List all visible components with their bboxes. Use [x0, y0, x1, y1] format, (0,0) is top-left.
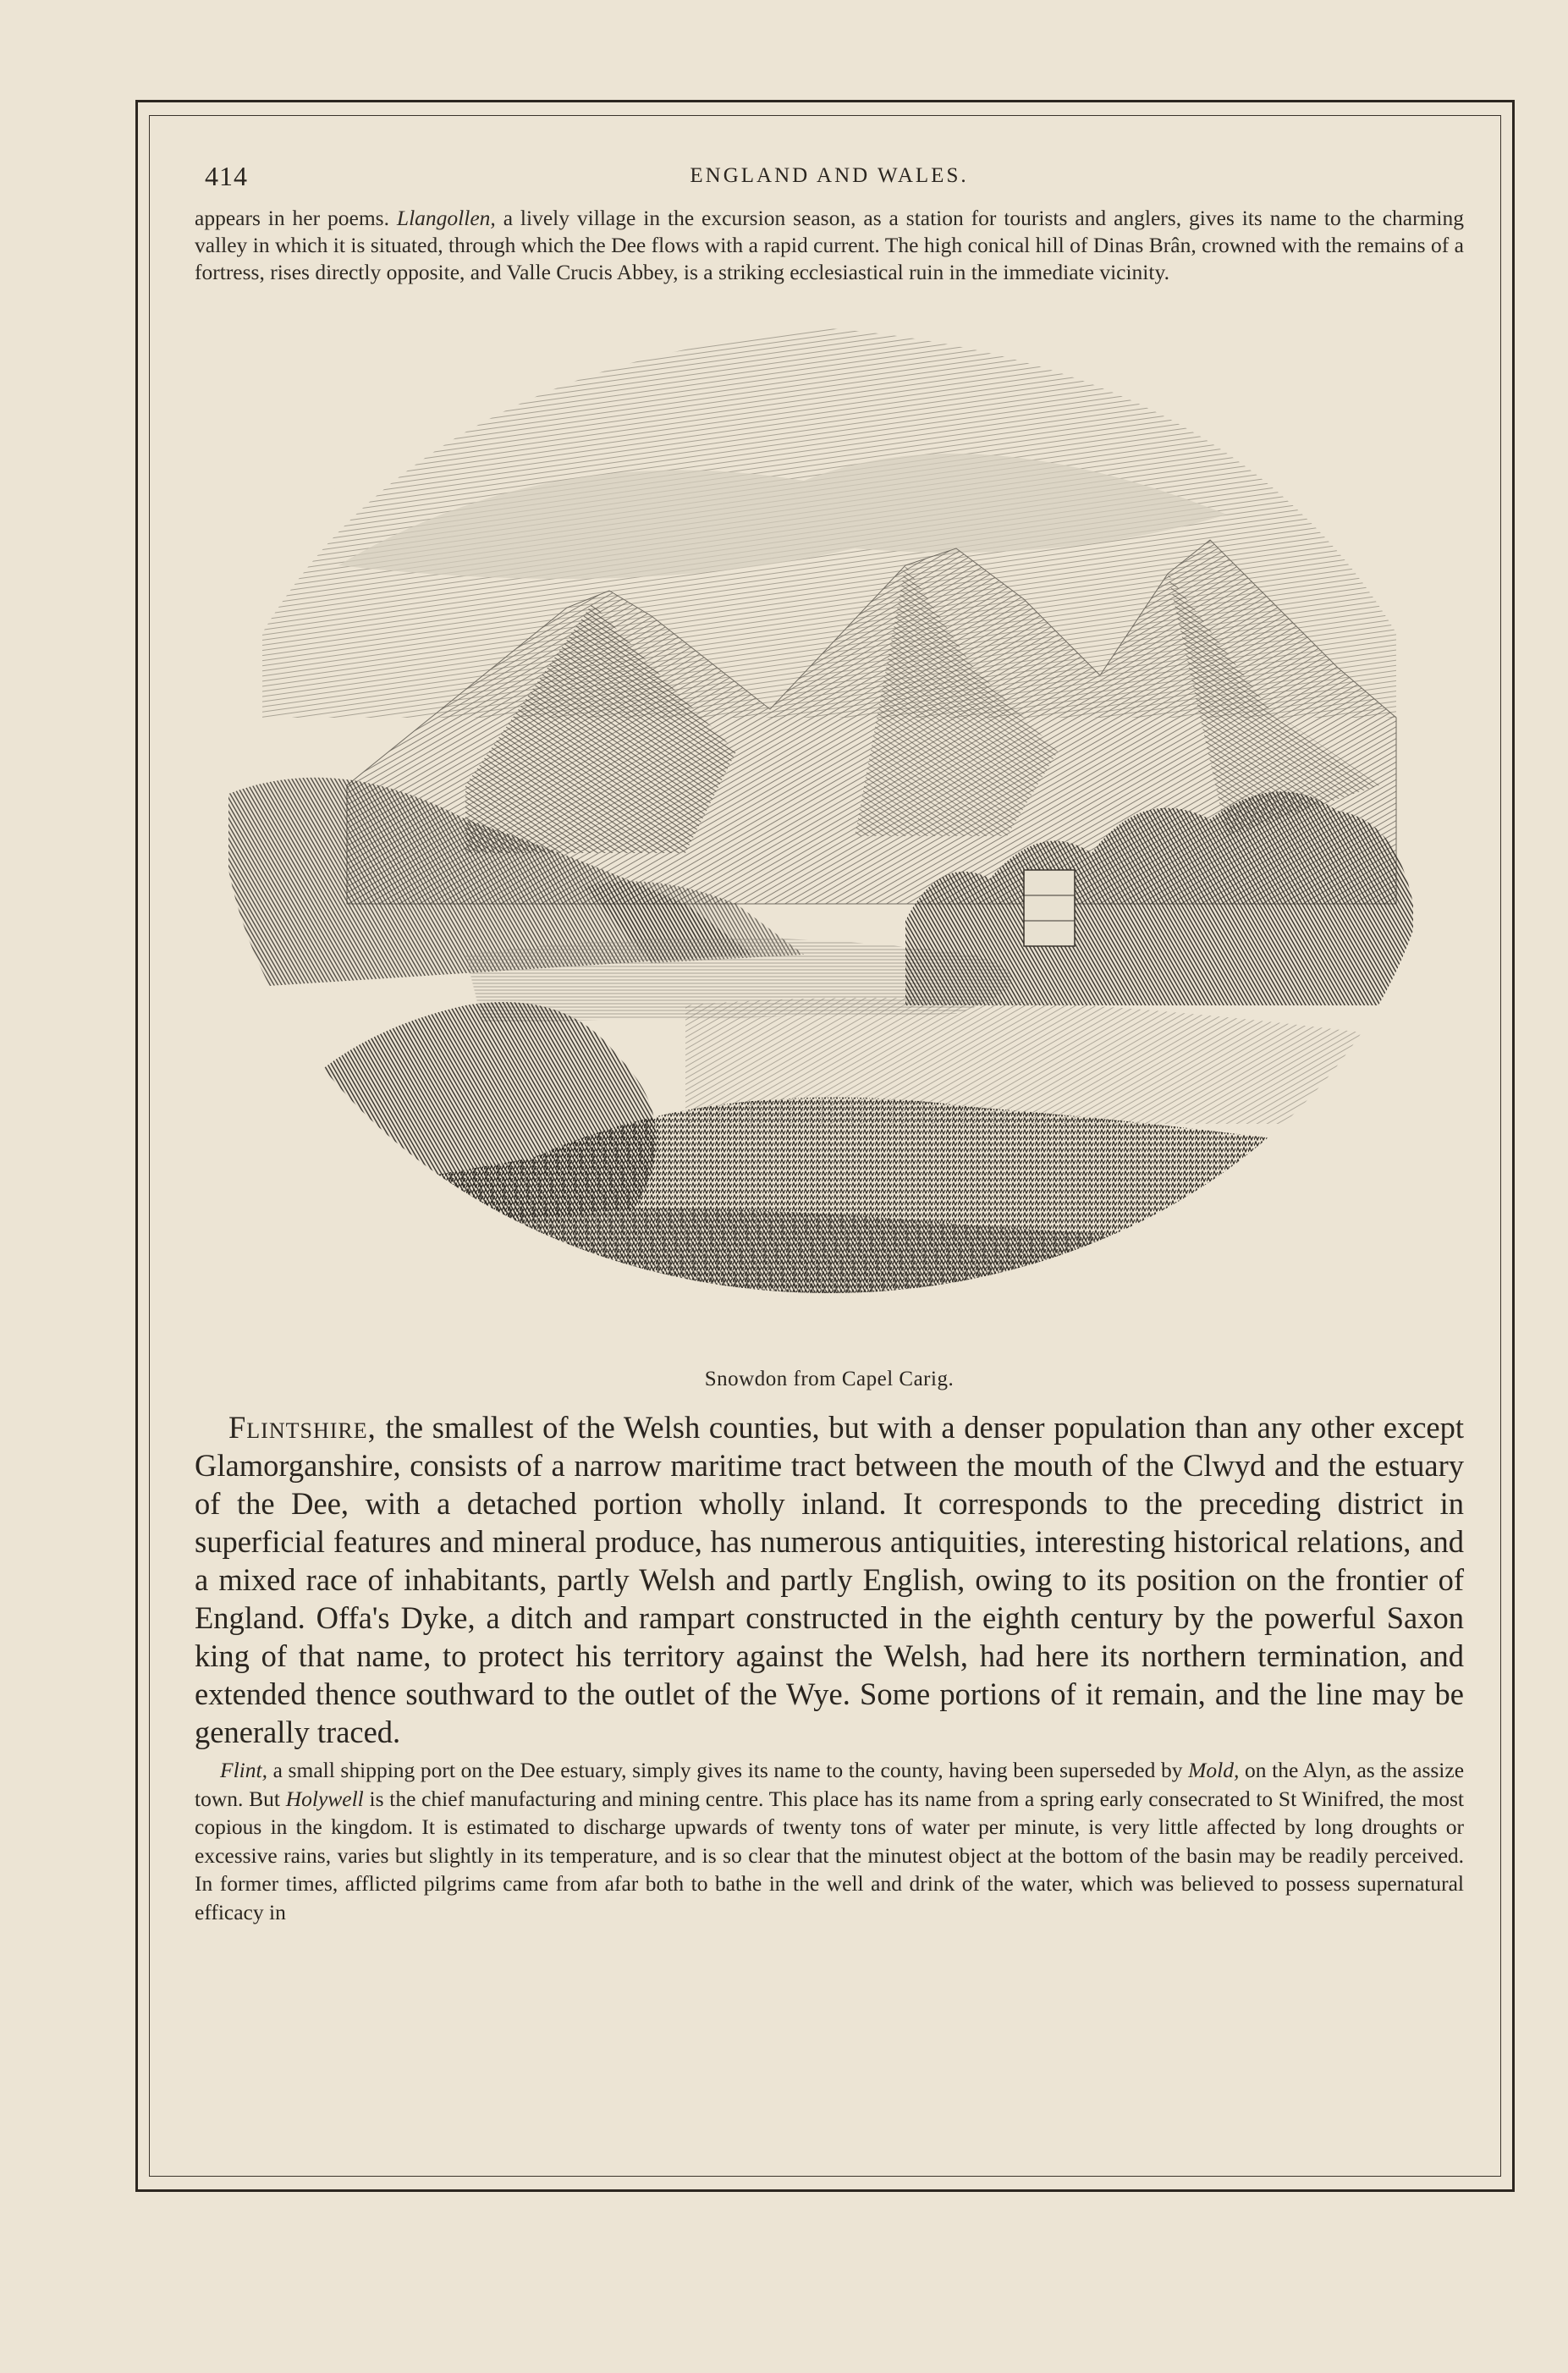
book-page: [195, 157, 1464, 2163]
illustration: [195, 311, 1464, 1395]
intro-rest: a lively village in the excursion season, as a station for tourists and anglers, gives its name to the charming valley in which it is situated, through which the Dee flows with a rapid current. The high conical hill of Dinas Brân, crowned with the remains of a fortress, rises directly opposite, and Valle Crucis Abbey, is a striking ecclesiastical ruin in the immediate vicinity.: [195, 206, 1465, 284]
county-name: Flintshire,: [228, 1410, 377, 1445]
place-llangollen: Llangollen,: [396, 206, 496, 230]
figure-caption: Snowdon from Capel Carig.: [704, 1368, 955, 1390]
place-flint: Flint,: [220, 1758, 267, 1782]
intro-paragraph: [195, 205, 1464, 286]
place-holywell: Holywell: [285, 1786, 364, 1811]
flint-text-3: is the chief manufacturing and mining centre. This place has its name from a spring early consecrated to St Winifred, the most copious in the kingdom. It is estimated to discharge upwards of twenty tons of water per minute, is very little affected by long droughts or excessive rains, varies but slightly in its temperature, and is so clear that the minutest object at the bottom of the basin may be readily perceived. In former times, afflicted pilgrims came from afar both to bathe in the well and drink of the water, which was believed to possess supernatural efficacy in: [195, 1786, 1465, 1924]
flint-text-1: a small shipping port on the Dee estuary, simply gives its name to the county, having been superseded by: [272, 1758, 1183, 1782]
running-head: [195, 157, 1464, 195]
flint-paragraph: [195, 1756, 1464, 1926]
page-number: 414: [205, 161, 248, 191]
flint-text-2: on the Alyn, as the assize town. But: [195, 1758, 1465, 1811]
engraving-scene: [212, 311, 1447, 1352]
place-mold: Mold,: [1188, 1758, 1240, 1782]
intro-lead: appears in her poems.: [195, 206, 389, 230]
engraving-snowdon: [212, 311, 1447, 1352]
flintshire-paragraph: [195, 1408, 1464, 1751]
running-title: ENGLAND AND WALES.: [690, 164, 969, 187]
flintshire-text: the smallest of the Welsh counties, but with a denser population than any other except Glamorganshire, consists of a narrow maritime tract between the mouth of the Clwyd and the estuary of the Dee, with a detached portion wholly inland. It corresponds to the preceding district in superficial features and mineral produce, has numerous antiquities, interesting historical relations, and a mixed race of inhabitants, partly Welsh and partly English, owing to its position on the frontier of England. Offa's Dyke, a ditch and rampart constructed in the eighth century by the powerful Saxon king of that name, to protect his territory against the Welsh, had here its northern termination, and extended thence southward to the outlet of the Wye. Some portions of it remain, and the line may be generally traced.: [195, 1410, 1464, 1749]
